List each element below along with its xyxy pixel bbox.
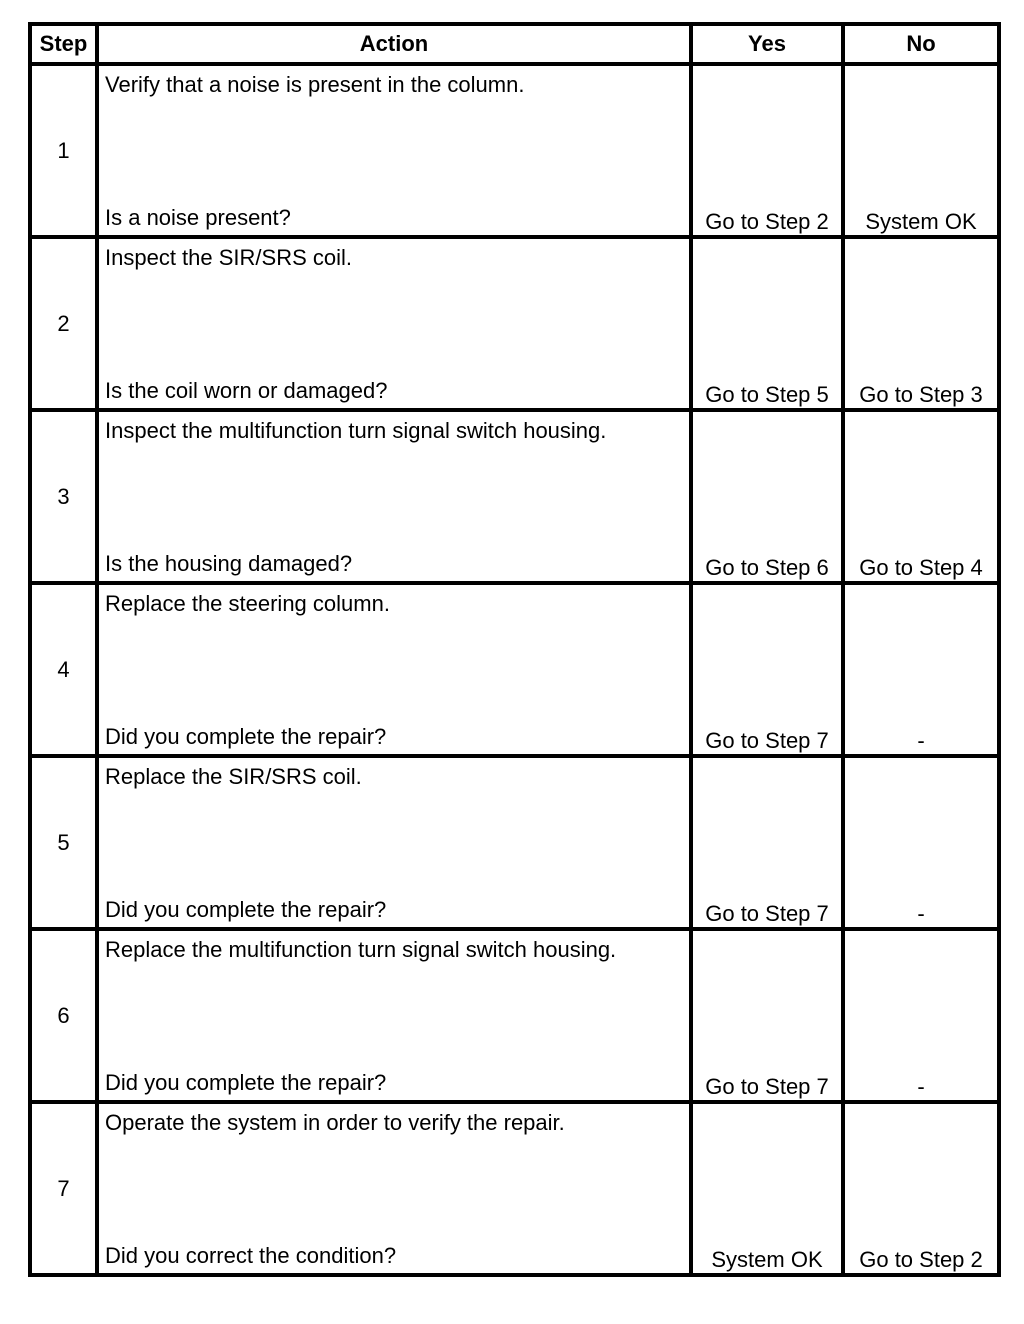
table-row [30, 1102, 999, 1275]
yes-result: Go to Step 6 [691, 410, 843, 583]
action-text: Replace the steering column. [105, 591, 390, 616]
yes-result: Go to Step 5 [691, 237, 843, 410]
yes-result: Go to Step 7 [691, 583, 843, 756]
table-row [30, 756, 999, 929]
header-row [30, 24, 999, 64]
question-text: Did you complete the repair? [105, 1070, 387, 1095]
action-cell [97, 237, 691, 410]
table-row [30, 64, 999, 237]
question-text: Did you complete the repair? [105, 897, 387, 922]
action-text: Replace the SIR/SRS coil. [105, 764, 362, 789]
table-row [30, 237, 999, 410]
question-text: Did you correct the condition? [105, 1243, 397, 1268]
yes-result: System OK [691, 1102, 843, 1275]
table-body [30, 64, 999, 1275]
question-text: Is the housing damaged? [105, 551, 353, 576]
diagnostic-table [28, 22, 1001, 1277]
action-text: Inspect the SIR/SRS coil. [105, 245, 352, 270]
action-text: Operate the system in order to verify the repair. [105, 1110, 565, 1135]
yes-result: Go to Step 7 [691, 756, 843, 929]
action-cell [97, 64, 691, 237]
question-text: Is the coil worn or damaged? [105, 378, 388, 403]
action-text: Inspect the multifunction turn signal switch housing. [105, 418, 607, 443]
no-result: - [843, 929, 999, 1102]
action-cell [97, 1102, 691, 1275]
no-result: Go to Step 4 [843, 410, 999, 583]
table-row [30, 583, 999, 756]
no-result: Go to Step 3 [843, 237, 999, 410]
step-number: 6 [30, 929, 97, 1102]
action-text: Replace the multifunction turn signal switch housing. [105, 937, 617, 962]
no-result: - [843, 756, 999, 929]
step-number: 1 [30, 64, 97, 237]
question-text: Is a noise present? [105, 205, 291, 230]
no-result: Go to Step 2 [843, 1102, 999, 1275]
no-result: - [843, 583, 999, 756]
header-action: Action [97, 24, 691, 64]
step-number: 4 [30, 583, 97, 756]
step-number: 2 [30, 237, 97, 410]
header-no: No [843, 24, 999, 64]
header-step: Step [30, 24, 97, 64]
action-cell [97, 756, 691, 929]
yes-result: Go to Step 7 [691, 929, 843, 1102]
table-row [30, 929, 999, 1102]
table-row [30, 410, 999, 583]
yes-result: Go to Step 2 [691, 64, 843, 237]
action-cell [97, 410, 691, 583]
action-text: Verify that a noise is present in the column. [105, 72, 525, 97]
step-number: 3 [30, 410, 97, 583]
action-cell [97, 583, 691, 756]
step-number: 7 [30, 1102, 97, 1275]
no-result: System OK [843, 64, 999, 237]
question-text: Did you complete the repair? [105, 724, 387, 749]
header-yes: Yes [691, 24, 843, 64]
action-cell [97, 929, 691, 1102]
step-number: 5 [30, 756, 97, 929]
